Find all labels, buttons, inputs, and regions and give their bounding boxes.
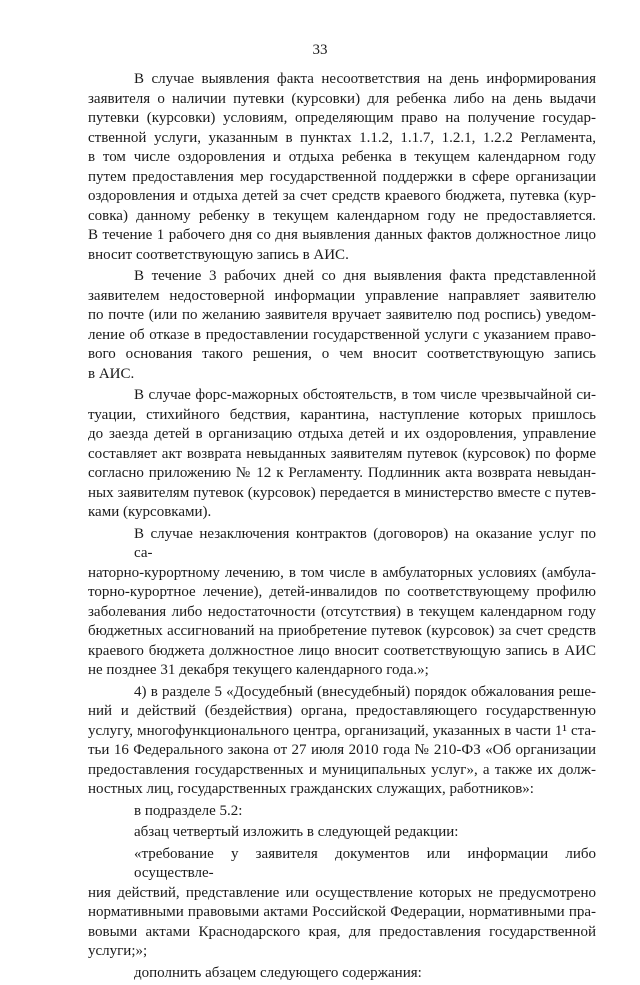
paragraph: [88, 845, 596, 962]
text-line: оздоровления и отдыха детей за счет средств краевого бюджета, путевка (кур-: [88, 188, 596, 204]
text-line: путем предоставления мер государственной поддержки в сфере организации: [88, 168, 596, 185]
text-line: вносит соответствующую запись в АИС.: [88, 246, 349, 263]
text-line: в подразделе 5.2:: [134, 802, 243, 819]
text-line: не позднее 31 декабря текущего календарного года.»;: [88, 662, 429, 678]
text-line: ками (курсовками).: [88, 504, 212, 520]
page-number: 33: [312, 42, 328, 58]
text-line: вого основания такого решения, о чем вносит соответствующую запись: [88, 346, 596, 362]
text-line: составляет акт возврата невыданных заявителям путевок (курсовок) по форме: [88, 445, 596, 462]
text-line: В течение 1 рабочего дня со дня выявления данных фактов должностное лицо: [88, 227, 596, 243]
text-line: наторно-курортному лечению, в том числе в амбулаторных условиях (амбула-: [88, 564, 596, 581]
paragraph: [88, 683, 596, 800]
text-line: ление об отказе в предоставлении государственной услуги с указанием право-: [88, 326, 596, 343]
text-line: В случае незаключения контрактов (договоров) на оказание услуг по са-: [134, 525, 596, 561]
text-line: совка) данному ребенку в текущем календарном году не предоставляется.: [88, 207, 596, 224]
text-line: туации, стихийного бедствия, карантина, наступление которых пришлось: [88, 406, 596, 423]
text-line: краевого бюджета должностное лицо вносит соответствующую запись в АИС: [88, 642, 596, 659]
paragraph: [88, 386, 596, 523]
text-line: торно-курортное лечение), детей-инвалидов по соответствующему профилю: [88, 584, 596, 600]
paragraph: [88, 964, 596, 984]
text-line: ний и действий (бездействия) органа, предоставляющего государственную: [88, 703, 596, 719]
text-line: дополнить абзацем следующего содержания:: [134, 964, 422, 981]
text-line: тьи 16 Федерального закона от 27 июля 2010 года № 210-ФЗ «Об организации: [88, 742, 596, 758]
text-line: абзац четвертый изложить в следующей редакции:: [134, 824, 459, 840]
text-line: в том числе оздоровления и отдыха ребенка в текущем календарном году: [88, 149, 596, 165]
text-line: согласно приложению № 12 к Регламенту. Подлинник акта возврата невыдан-: [88, 465, 596, 481]
text-line: ния действий, представление или осуществление которых не предусмотрено: [88, 884, 596, 901]
text-line: В течение 3 рабочих дней со дня выявления факта представленной: [134, 268, 596, 284]
paragraph: [88, 823, 596, 843]
text-line: «требование у заявителя документов или информации либо осуществле-: [134, 845, 596, 881]
text-line: бюджетных ассигнований на приобретение путевок (курсовок) за счет средств: [88, 623, 596, 639]
text-line: ных заявителям путевок (курсовок) передается в министерство вместе с путев-: [88, 484, 596, 501]
text-line: заболевания либо недостаточности (отсутствия) в текущем календарном году: [88, 603, 596, 620]
document-body: [88, 70, 596, 985]
text-line: В случае форс-мажорных обстоятельств, в том числе чрезвычайной си-: [134, 387, 596, 403]
text-line: 4) в разделе 5 «Досудебный (внесудебный) порядок обжалования реше-: [134, 683, 596, 700]
text-line: ственной услуги, указанным в пунктах 1.1.2, 1.1.7, 1.2.1, 1.2.2 Регламента,: [88, 129, 596, 146]
paragraph: [88, 70, 596, 265]
text-line: услугу, многофункционального центра, организаций, указанных в части 1¹ ста-: [88, 722, 596, 739]
paragraph: [88, 525, 596, 681]
paragraph: [88, 267, 596, 384]
text-line: нормативными правовыми актами Российской Федерации, нормативными пра-: [88, 904, 596, 920]
text-line: путевки (курсовки) условиям, определяющим право на получение государ-: [88, 110, 596, 126]
text-line: в АИС.: [88, 365, 135, 382]
text-line: В случае выявления факта несоответствия на день информирования: [134, 71, 596, 87]
text-line: услуги;»;: [88, 943, 148, 959]
text-line: заявителя о наличии путевки (курсовки) для ребенка либо на день выдачи: [88, 90, 596, 107]
text-line: ностных лиц, государственных гражданских служащих, работников»:: [88, 781, 534, 797]
text-line: заявителем недостоверной информации управление направляет заявителю: [88, 287, 596, 304]
text-line: до заезда детей в организацию отдыха детей и их оздоровления, управление: [88, 426, 596, 442]
text-line: по почте (или по желанию заявителя вручает заявителю под роспись) уведом-: [88, 307, 596, 323]
text-line: вовыми актами Краснодарского края, для предоставления государственной: [88, 923, 596, 940]
text-line: предоставления государственных и муниципальных услуг», а также их долж-: [88, 761, 596, 778]
paragraph: [88, 802, 596, 822]
